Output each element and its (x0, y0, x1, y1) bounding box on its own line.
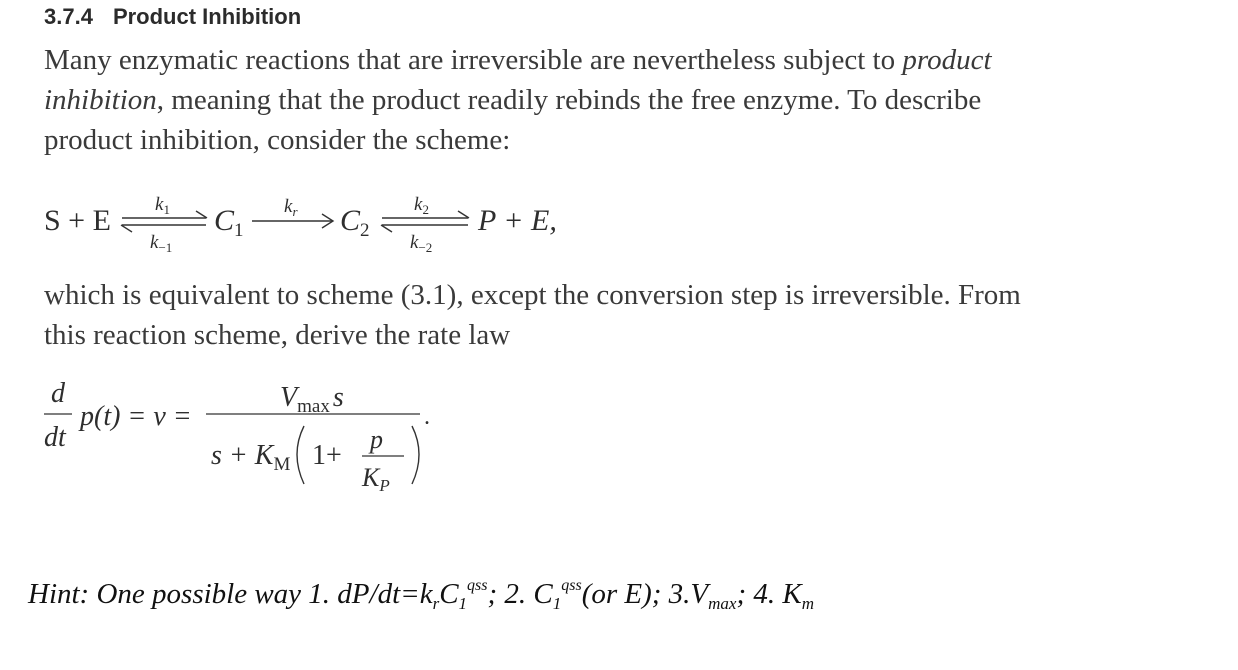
hint-sub: r (432, 594, 440, 613)
hint-part: ; 2. C (487, 578, 553, 610)
rate-lhs: p(t) = v = (80, 401, 192, 432)
intro-text: , meaning that the product readily rebinds the free enzyme. To describe (156, 84, 982, 116)
intro-line-2 (44, 80, 992, 120)
section-heading (44, 4, 301, 30)
hint-part: (or E); 3.V (581, 578, 709, 610)
emphasis-inhibition: inhibition (44, 84, 157, 116)
hint-part: ; 4. K (736, 578, 802, 610)
hint-sub: 1 (458, 594, 468, 613)
rate-k-minus-1: $k_{-1}$ (150, 232, 173, 255)
rate-k-minus-2: $k_{-2}$ (410, 232, 433, 255)
denominator-s-km: $s + K_M$ (211, 440, 291, 475)
rate-k2: $k_2$ (414, 194, 429, 217)
hint-sup: qss (561, 577, 582, 594)
hint-part: C (439, 578, 459, 610)
hint-sub: 1 (552, 594, 562, 613)
complex-c2: $C_2$ (340, 204, 370, 241)
hint-part: Hint: One possible way 1. dP/dt=k (28, 578, 433, 610)
hint-sub: max (708, 594, 737, 613)
complex-c1: $C_1$ (214, 204, 244, 241)
intro-paragraph (44, 40, 992, 160)
hint-sup: qss (467, 577, 488, 594)
denominator-one-plus: 1+ (312, 440, 342, 471)
intro-line-3: product inhibition, consider the scheme: (44, 124, 511, 156)
derivative-dt: dt (44, 422, 66, 453)
intro-text: Many enzymatic reactions that are irreversible are nevertheless subject to (44, 44, 903, 76)
rate-k1: $k_1$ (155, 194, 170, 217)
reaction-scheme (0, 190, 620, 260)
middle-line-2: this reaction scheme, derive the rate law (44, 319, 511, 351)
middle-line-1: which is equivalent to scheme (3.1), except the conversion step is irreversible. From (44, 279, 1021, 311)
middle-paragraph (44, 275, 1021, 355)
hint-sub: m (801, 594, 814, 613)
emphasis-product: product (902, 44, 992, 76)
fraction-kp: KP (362, 463, 390, 495)
scheme-reactants: S + E (44, 204, 111, 237)
rate-law-equation (0, 372, 480, 502)
derivative-d: d (51, 378, 65, 409)
fraction-p: p (370, 425, 383, 454)
rate-kr: $k_r$ (284, 196, 298, 219)
intro-line-1 (44, 40, 992, 80)
hint-text (28, 577, 814, 614)
equation-period: . (424, 404, 430, 430)
numerator: $V_{max}$ s (280, 382, 344, 417)
section-title: Product Inhibition (112, 4, 302, 29)
scheme-products: P + E, (478, 204, 557, 237)
section-number: 3.7.4 (44, 4, 93, 29)
